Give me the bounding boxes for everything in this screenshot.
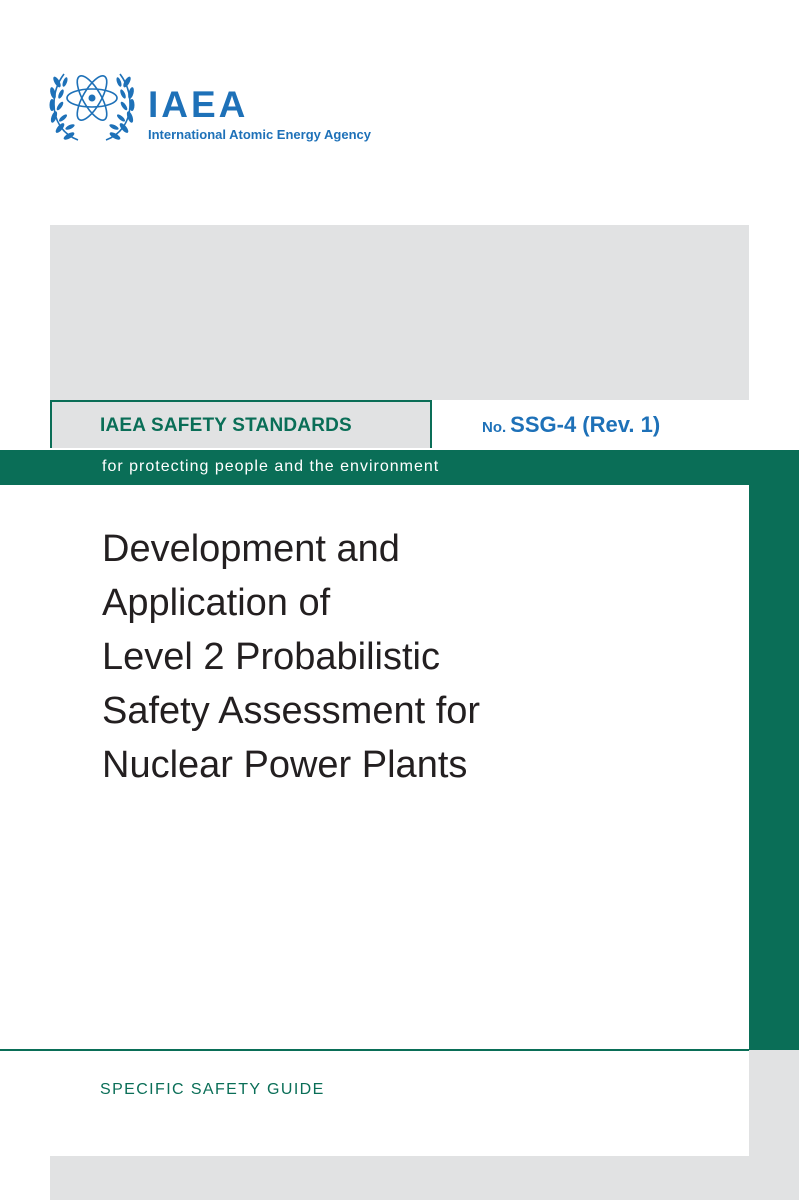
guide-type: SPECIFIC SAFETY GUIDE xyxy=(100,1081,325,1098)
title-line: Safety Assessment for xyxy=(102,690,481,732)
title-line: Nuclear Power Plants xyxy=(102,744,468,786)
series-tagline: for protecting people and the environment xyxy=(102,458,440,475)
book-title xyxy=(102,522,702,792)
publication-number-value: SSG-4 (Rev. 1) xyxy=(510,412,661,437)
publication-number-prefix: No. xyxy=(482,419,507,436)
title-line: Level 2 Probabilistic xyxy=(102,636,440,678)
publisher-full-name: International Atomic Energy Agency xyxy=(148,127,371,142)
title-line: Development and xyxy=(102,528,400,570)
right-green-bar xyxy=(749,485,799,1050)
series-title: IAEA SAFETY STANDARDS xyxy=(100,415,352,436)
iaea-emblem-icon xyxy=(48,68,136,146)
title-line: Application of xyxy=(102,582,331,624)
top-gray-panel xyxy=(50,225,749,400)
bottom-gray-panel xyxy=(50,1156,799,1200)
publisher-acronym: IAEA xyxy=(148,84,249,125)
bottom-divider xyxy=(0,1049,749,1051)
publication-number xyxy=(482,412,660,438)
